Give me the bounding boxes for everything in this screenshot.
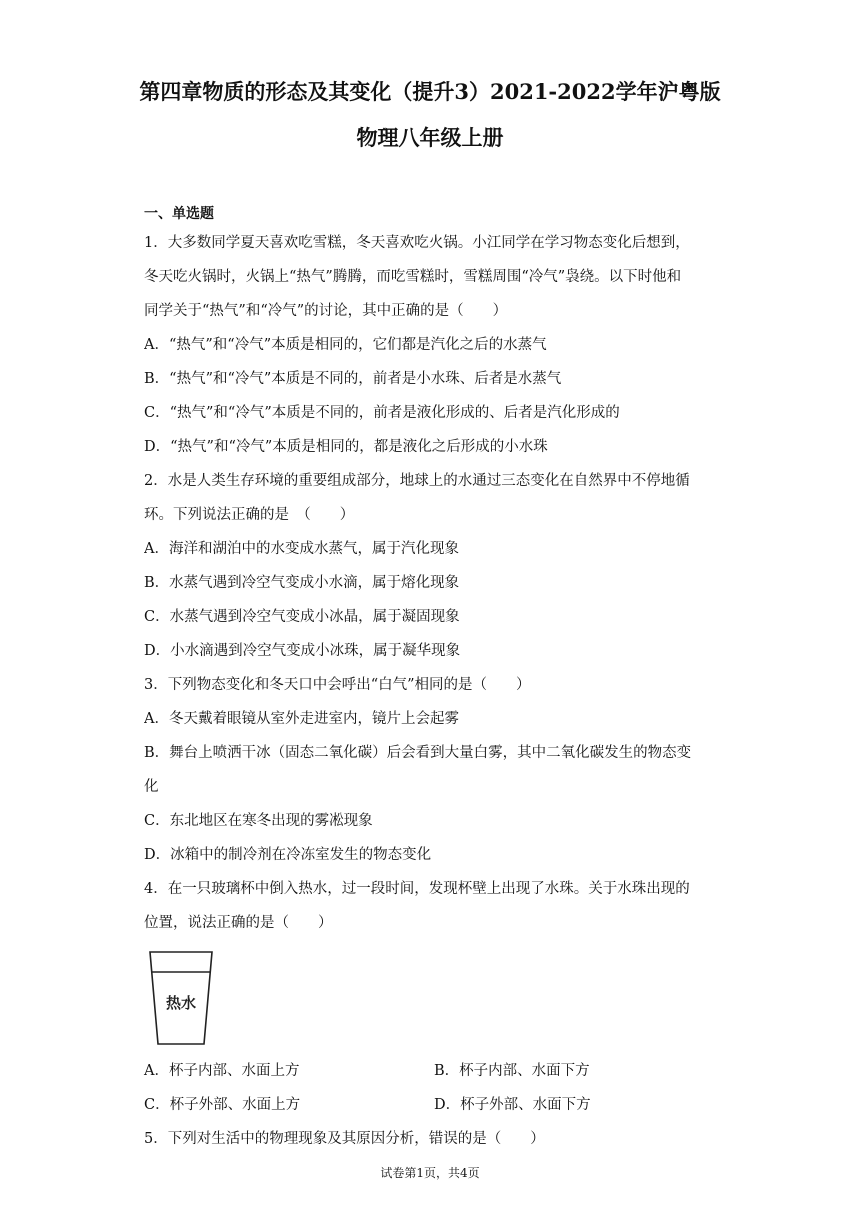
- question-3: [144, 668, 724, 872]
- question-list: [144, 226, 724, 1156]
- option-d: D．冰箱中的制冷剂在冷冻室发生的物态变化: [144, 847, 432, 863]
- question-text: 位置，说法正确的是（ ）: [144, 915, 333, 931]
- question-text: 1．大多数同学夏天喜欢吃雪糕，冬天喜欢吃火锅。小江同学在学习物态变化后想到，: [144, 235, 690, 251]
- question-4: [144, 872, 724, 1122]
- glass-of-hot-water-diagram: [146, 948, 226, 1058]
- page-footer: 试卷第1页，共4页: [380, 1166, 480, 1180]
- option-b: B．舞台上喷洒干冰（固态二氧化碳）后会看到大量白雾，其中二氧化碳发生的物态变: [144, 745, 692, 761]
- figure-label: 热水: [165, 994, 197, 1012]
- option-c: C．东北地区在寒冬出现的雾凇现象: [144, 813, 373, 829]
- question-text: 冬天吃火锅时，火锅上“热气”腾腾，而吃雪糕时，雪糕周围“冷气”袅绕。以下时他和: [144, 269, 682, 285]
- glass-figure: [144, 940, 724, 1054]
- question-text: 2．水是人类生存环境的重要组成部分，地球上的水通过三态变化在自然界中不停地循: [144, 473, 690, 489]
- section-heading: 一、单选题: [144, 206, 214, 222]
- option-a: A．杯子内部、水面上方: [144, 1063, 300, 1079]
- option-c: C．水蒸气遇到冷空气变成小冰晶，属于凝固现象: [144, 609, 460, 625]
- option-d: D．杯子外部、水面下方: [434, 1097, 591, 1113]
- option-d: D．“热气”和“冷气”本质是相同的，都是液化之后形成的小水珠: [144, 439, 548, 455]
- question-1: [144, 226, 724, 464]
- question-text: 4．在一只玻璃杯中倒入热水，过一段时间，发现杯壁上出现了水珠。关于水珠出现的: [144, 881, 690, 897]
- question-2: [144, 464, 724, 668]
- question-5: [144, 1122, 724, 1156]
- title-line-2: 物理八年级上册: [356, 125, 504, 150]
- option-b: B．“热气”和“冷气”本质是不同的，前者是小水珠、后者是水蒸气: [144, 371, 562, 387]
- option-c: C．“热气”和“冷气”本质是不同的，前者是液化形成的、后者是汽化形成的: [144, 405, 620, 421]
- option-a: A．海洋和湖泊中的水变成水蒸气，属于汽化现象: [144, 541, 459, 557]
- question-text: 5．下列对生活中的物理现象及其原因分析，错误的是（ ）: [144, 1131, 545, 1147]
- option-b: B．水蒸气遇到冷空气变成小水滴，属于熔化现象: [144, 575, 460, 591]
- option-b-continued: 化: [144, 779, 159, 795]
- option-c: C．杯子外部、水面上方: [144, 1097, 301, 1113]
- option-b: B．杯子内部、水面下方: [434, 1063, 590, 1079]
- option-d: D．小水滴遇到冷空气变成小冰珠，属于凝华现象: [144, 643, 461, 659]
- option-a: A．“热气”和“冷气”本质是相同的，它们都是汽化之后的水蒸气: [144, 337, 547, 353]
- option-a: A．冬天戴着眼镜从室外走进室内，镜片上会起雾: [144, 711, 459, 727]
- question-text: 环。下列说法正确的是 （ ）: [144, 507, 355, 523]
- question-text: 同学关于“热气”和“冷气”的讨论，其中正确的是（ ）: [144, 303, 508, 319]
- question-text: 3．下列物态变化和冬天口中会呼出“白气”相同的是（ ）: [144, 677, 531, 693]
- title-line-1: 第四章物质的形态及其变化（提升3）2021-2022学年沪粤版: [139, 79, 721, 104]
